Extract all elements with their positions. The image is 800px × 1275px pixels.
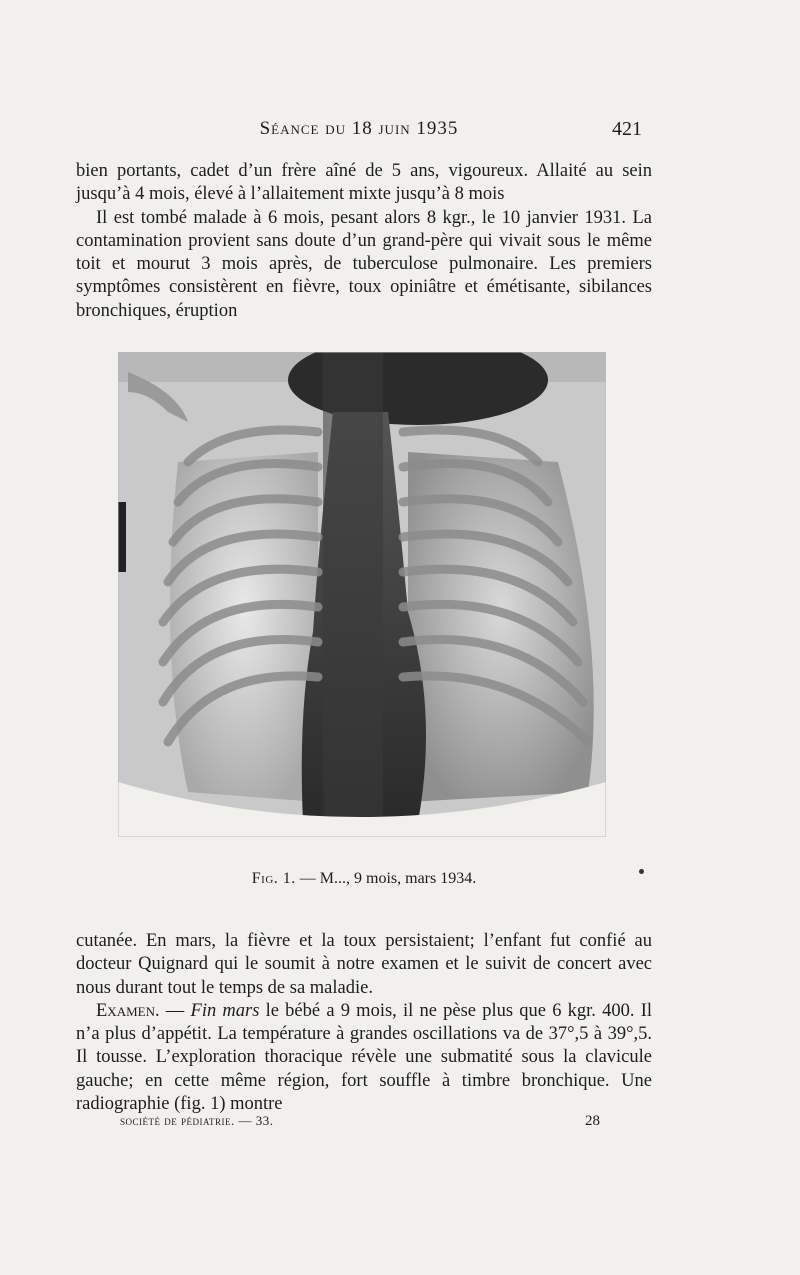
figure-caption — [76, 870, 652, 888]
page-number: 421 — [612, 118, 642, 140]
body-text-top — [76, 160, 652, 323]
exam-text: le bébé a 9 mois, il ne pèse plus que 6 kgr. 400. Il n’a plus d’appétit. La température à grandes oscillations va de 37°,5 à 39°,5. Il tousse. L’exploration thoracique révèle une submatité sous la clavicule gauche; en cette même région, fort souffle à timbre bronchique. Une radiographie (fig. 1) montre — [76, 1000, 652, 1115]
exam-paragraph — [76, 1000, 652, 1116]
page-footer — [120, 1113, 600, 1137]
running-title: Séance du 18 juin 1935 — [259, 118, 459, 139]
chest-radiograph-figure — [118, 352, 606, 837]
ink-dot — [639, 869, 644, 874]
running-head — [76, 118, 642, 146]
paragraph: bien portants, cadet d’un frère aîné de 5 ans, vigoureux. Allaité au sein jusqu’à 4 mois, élevé à l’allaitement mixte jusqu’à 8 mois — [76, 161, 652, 205]
paragraph: cutanée. En mars, la fièvre et la toux persistaient; l’enfant fut confié au docteur Quignard qui le soumit à notre examen et le suivit de concert avec nous durant tout le temps de sa maladie. — [76, 931, 652, 998]
chest-xray-image — [118, 352, 606, 837]
footer-sheet-number: 28 — [585, 1113, 600, 1129]
figure-caption-text: — M..., 9 mois, mars 1934. — [295, 870, 477, 887]
figure-caption-label: Fig. 1. — [251, 870, 296, 887]
paragraph: Il est tombé malade à 6 mois, pesant alors 8 kgr., le 10 janvier 1931. La contamination provient sans doute d’un grand-père qui vivait sous le même toit et mourut 3 mois après, de tuberculose pulmonaire. Les premiers symptômes consistèrent en fièvre, toux opiniâtre et émétisante, sibilances bronchiques, éruption — [76, 207, 652, 321]
footer-signature: société de pédiatrie. — 33. — [120, 1113, 274, 1128]
exam-label: Examen. — [96, 1000, 160, 1021]
exam-dash: — — [159, 1000, 191, 1021]
body-text-bottom — [76, 930, 652, 1116]
exam-italic: Fin mars — [190, 1000, 260, 1021]
